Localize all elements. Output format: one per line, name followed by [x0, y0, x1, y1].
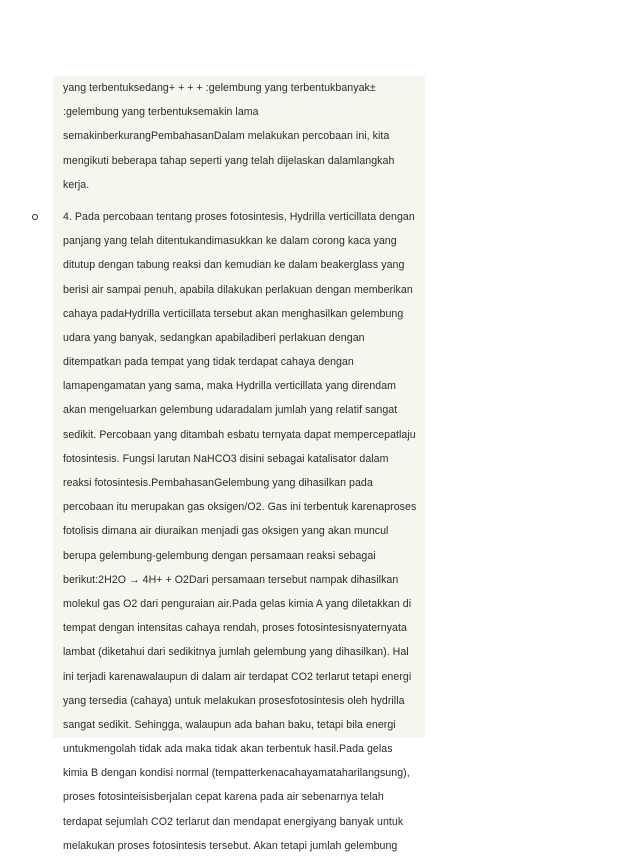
text-line: fotolisis dimana air diuraikan menjadi gas oksigen yang akan muncul: [63, 525, 389, 538]
text-line: akan mengeluarkan gelembung udaradalam jumlah yang relatif sangat: [63, 404, 398, 417]
text-line: melakukan proses fotosintesis tersebut. Akan tetapi jumlah gelembung: [63, 839, 398, 852]
text-line: ditutup dengan tabung reaksi dan kemudian ke dalam beakerglass yang: [63, 259, 405, 272]
text-line: panjang yang telah ditentukandimasukkan ke dalam corong kaca yang: [63, 235, 397, 248]
text-line: sedikit. Percobaan yang ditambah esbatu ternyata dapat mempercepatlaju: [63, 428, 416, 441]
text-line: tempat dengan intensitas cahaya rendah, proses fotosintesisnyaternyata: [63, 622, 407, 635]
text-line: terdapat sejumlah CO2 terlarut dan mendapat energiyang banyak untuk: [63, 815, 404, 828]
text-line: yang terbentuksedang+ + + + :gelembung yang terbentukbanyak±: [63, 82, 376, 94]
text-line: cahaya padaHydrilla verticillata tersebut akan menghasilkan gelembung: [63, 307, 404, 320]
text-line: fotosintesis. Fungsi larutan NaHCO3 disini sebagai katalisator dalam: [63, 452, 389, 465]
text-line: semakinberkurangPembahasanDalam melakukan percobaan ini, kita: [63, 130, 390, 143]
text-line: udara yang banyak, sedangkan apabiladiberi perlakuan dengan: [63, 331, 365, 344]
text-line: berupa gelembung-gelembung dengan persamaan reaksi sebagai: [63, 549, 376, 562]
text-line: untukmengolah tidak ada maka tidak akan terbentuk hasil.Pada gelas: [63, 743, 393, 756]
text-line: mengikuti beberapa tahap seperti yang telah dijelaskan dalamlangkah: [63, 154, 395, 167]
list-item: [53, 205, 425, 858]
text-line: molekul gas O2 dari penguraian air.Pada gelas kimia A yang diletakkan di: [63, 597, 412, 610]
text-line: ini terjadi karenawalaupun di dalam air terdapat CO2 terlarut tetapi energi: [63, 670, 412, 683]
text-line: yang tersedia (cahaya) untuk melakukan prosesfotosintesis oleh hydrilla: [63, 694, 405, 707]
text-line: sangat sedikit. Sehingga, walaupun ada bahan baku, tetapi bila energi: [63, 718, 396, 731]
text-line: berisi air sampai penuh, apabila dilakukan perlakuan dengan memberikan: [63, 283, 413, 296]
text-line: :gelembung yang terbentuksemakin lama: [63, 106, 259, 119]
document-text-block: [53, 76, 425, 852]
paragraph-continuation: [53, 76, 425, 197]
bullet-list: [53, 205, 425, 858]
text-line: percobaan itu merupakan gas oksigen/O2. Gas ini terbentuk karenaproses: [63, 501, 417, 514]
text-line: 4. Pada percobaan tentang proses fotosintesis, Hydrilla verticillata dengan: [63, 210, 415, 223]
text-line: ditempatkan pada tempat yang tidak terdapat cahaya dengan: [63, 356, 354, 369]
text-line: reaksi fotosintesis.PembahasanGelembung yang dihasilkan pada: [63, 477, 373, 489]
text-line: berikut:2H2O → 4H+ + O2Dari persamaan tersebut nampak dihasilkan: [63, 573, 399, 586]
text-line: lamapengamatan yang sama, maka Hydrilla verticillata yang direndam: [63, 380, 397, 393]
bullet-icon: [32, 214, 38, 220]
text-line: kerja.: [63, 178, 90, 191]
text-line: lambat (diketahui dari sedikitnya jumlah gelembung yang dihasilkan). Hal: [63, 646, 409, 659]
text-line: proses fotosinteisisberjalan cepat karena pada air sebenarnya telah: [63, 791, 384, 804]
text-line: kimia B dengan kondisi normal (tempatterkenacahayamataharilangsung),: [63, 767, 410, 780]
